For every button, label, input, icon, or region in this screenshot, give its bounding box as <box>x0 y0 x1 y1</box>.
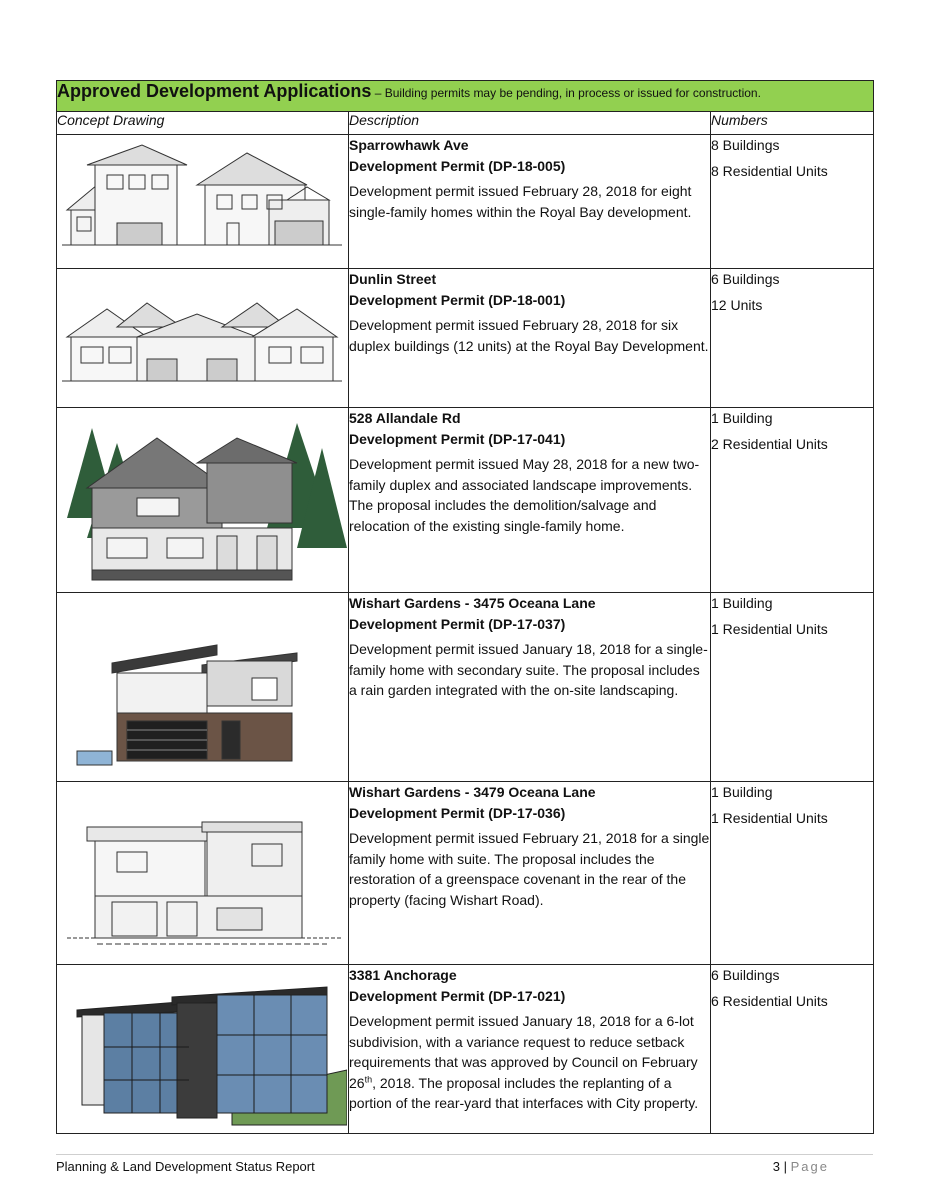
table-banner <box>57 81 874 112</box>
header-numbers: Numbers <box>711 112 874 135</box>
project-name: Wishart Gardens - 3479 Oceana Lane <box>349 784 596 800</box>
modern-house-rendering-icon <box>57 593 347 779</box>
building-count: 1 Building <box>711 410 773 426</box>
table-row <box>57 269 874 408</box>
duplex-rendering-with-trees-icon <box>57 408 347 590</box>
unit-count: 8 Residential Units <box>711 162 828 179</box>
unit-count: 1 Residential Units <box>711 620 828 637</box>
permit-number: Development Permit (DP-17-041) <box>349 430 566 447</box>
unit-count: 6 Residential Units <box>711 992 828 1009</box>
numbers-cell <box>711 782 874 965</box>
description-cell <box>349 135 711 269</box>
table-row <box>57 135 874 269</box>
numbers-cell <box>711 408 874 593</box>
banner-title: Approved Development Applications <box>57 81 372 101</box>
description-cell <box>349 408 711 593</box>
permit-number: Development Permit (DP-17-036) <box>349 804 566 821</box>
description-cell <box>349 593 711 782</box>
project-description: Development permit issued February 28, 2018 for eight single-family homes within the Royal Bay development. <box>349 183 692 220</box>
permit-number: Development Permit (DP-17-037) <box>349 615 566 632</box>
footer-report-title: Planning & Land Development Status Report <box>56 1159 315 1174</box>
table-row <box>57 782 874 965</box>
house-elevation-drawing-icon <box>57 135 347 267</box>
header-description: Description <box>349 112 711 135</box>
project-description: Development permit issued February 21, 2018 for a single family home with suite. The proposal includes the restoration of a greenspace covenant in the rear of the property (facing Wishart Road). <box>349 830 710 908</box>
building-count: 8 Buildings <box>711 137 780 153</box>
permit-number: Development Permit (DP-17-021) <box>349 987 566 1004</box>
banner-subtitle: – Building permits may be pending, in process or issued for construction. <box>371 86 761 100</box>
project-name: Wishart Gardens - 3475 Oceana Lane <box>349 595 596 611</box>
project-name: 528 Allandale Rd <box>349 410 461 426</box>
project-description: Development permit issued January 18, 2018 for a 6-lot subdivision, with a variance request to reduce setback requirements that was approved by Council on February 26th, 2018. The proposal includes the replanting of a portion of the rear-yard that interfaces with City property. <box>349 1013 699 1111</box>
concept-drawing-cell <box>57 782 349 965</box>
page-number: 3 | Page <box>772 1159 829 1174</box>
unit-count: 12 Units <box>711 296 763 313</box>
project-description: Development permit issued May 28, 2018 for a new two-family duplex and associated landscape improvements. The proposal includes the demolition/salvage and relocation of the existing single-family home. <box>349 456 700 534</box>
duplex-elevation-drawing-icon <box>57 269 347 405</box>
numbers-cell <box>711 135 874 269</box>
concept-drawing-cell <box>57 593 349 782</box>
header-concept-drawing: Concept Drawing <box>57 112 349 135</box>
approved-applications-table <box>56 80 874 1134</box>
project-name: Dunlin Street <box>349 271 437 287</box>
unit-count: 2 Residential Units <box>711 435 828 452</box>
building-count: 1 Building <box>711 784 773 800</box>
page-footer <box>56 1154 873 1174</box>
numbers-cell <box>711 593 874 782</box>
numbers-cell <box>711 965 874 1134</box>
unit-count: 1 Residential Units <box>711 809 828 826</box>
building-count: 6 Buildings <box>711 967 780 983</box>
permit-number: Development Permit (DP-18-005) <box>349 157 566 174</box>
building-count: 1 Building <box>711 595 773 611</box>
project-description: Development permit issued February 28, 2018 for six duplex buildings (12 units) at the Royal Bay Development. <box>349 317 709 354</box>
permit-number: Development Permit (DP-18-001) <box>349 291 566 308</box>
project-name: Sparrowhawk Ave <box>349 137 469 153</box>
description-cell <box>349 782 711 965</box>
description-cell <box>349 965 711 1134</box>
numbers-cell <box>711 269 874 408</box>
glass-house-rendering-icon <box>57 965 347 1131</box>
table-row <box>57 593 874 782</box>
table-row <box>57 965 874 1134</box>
project-name: 3381 Anchorage <box>349 967 457 983</box>
concept-drawing-cell <box>57 135 349 269</box>
table-row <box>57 408 874 593</box>
modern-house-elevation-drawing-icon <box>57 782 347 962</box>
description-cell <box>349 269 711 408</box>
concept-drawing-cell <box>57 408 349 593</box>
concept-drawing-cell <box>57 965 349 1134</box>
project-description: Development permit issued January 18, 2018 for a single-family home with secondary suite. The proposal includes a rain garden integrated with the on-site landscaping. <box>349 641 708 698</box>
table-header-row <box>57 112 874 135</box>
building-count: 6 Buildings <box>711 271 780 287</box>
concept-drawing-cell <box>57 269 349 408</box>
